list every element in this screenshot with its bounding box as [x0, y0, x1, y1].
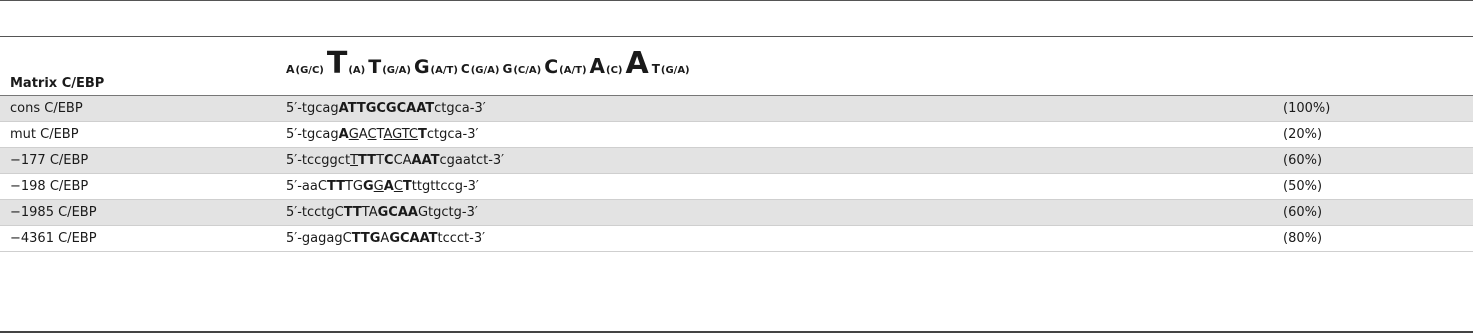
sequence-fragment: 5′-tgcag: [286, 101, 339, 116]
motif-position: [652, 63, 690, 76]
sequence-fragment: 5′-gagagC: [286, 231, 352, 246]
sequence-fragment: G: [373, 179, 384, 194]
sequence-fragment: T: [350, 153, 359, 168]
motif-position: [414, 58, 458, 77]
row-sequence: [286, 200, 478, 226]
row-sequence: [286, 122, 478, 148]
table-row: [0, 122, 1473, 148]
sequence-fragment: 5′-tgcag: [286, 127, 339, 142]
row-percent: (80%): [1283, 231, 1323, 246]
row-sequence: [286, 226, 485, 252]
sequence-fragment: A: [358, 127, 368, 142]
motif-subscript: (A): [348, 65, 366, 76]
sequence-fragment: GCAA: [377, 205, 418, 220]
sequence-fragment: GTC: [392, 127, 419, 142]
motif-base: A: [589, 54, 605, 78]
sequence-fragment: G: [363, 179, 374, 194]
sequence-fragment: C: [367, 127, 377, 142]
row-name: mut C/EBP: [10, 127, 79, 142]
row-percent: (60%): [1283, 205, 1323, 220]
sequence-fragment: TTG: [351, 231, 381, 246]
motif-base: G: [413, 56, 430, 78]
table-row: [0, 148, 1473, 174]
sequence-fragment: TA: [361, 205, 378, 220]
row-percent: (60%): [1283, 153, 1323, 168]
table-row: [0, 200, 1473, 226]
motif-base: A: [286, 63, 295, 76]
motif-subscript: (A/T): [430, 65, 458, 76]
row-percent: (20%): [1283, 127, 1323, 142]
row-percent: (100%): [1283, 101, 1331, 116]
table-row: [0, 96, 1473, 122]
sequence-fragment: A: [338, 127, 349, 142]
sequence-table: [0, 96, 1473, 252]
row-percent: (50%): [1283, 179, 1323, 194]
sequence-fragment: TT: [358, 153, 377, 168]
sequence-fragment: GCAAT: [389, 231, 438, 246]
consensus-motif: [286, 37, 693, 93]
motif-position: [502, 63, 541, 76]
matrix-label: Matrix C/EBP: [10, 76, 105, 91]
motif-base: C: [460, 62, 470, 76]
sequence-fragment: T: [418, 127, 427, 142]
sequence-fragment: ctgca-3′: [426, 127, 479, 142]
sequence-fragment: A: [383, 127, 393, 142]
motif-subscript: (G/A): [382, 65, 411, 76]
motif-position: [286, 64, 324, 76]
motif-subscript: (G/C): [295, 65, 324, 76]
table-row: [0, 226, 1473, 252]
sequence-fragment: CA: [393, 153, 412, 168]
sequence-fragment: T: [376, 153, 385, 168]
sequence-fragment: TG: [344, 179, 363, 194]
motif-position: [590, 56, 623, 76]
sequence-fragment: T: [402, 179, 412, 194]
table-row: [0, 174, 1473, 200]
table-header: [0, 37, 1473, 95]
sequence-fragment: TT: [326, 179, 345, 194]
row-sequence: [286, 148, 504, 174]
bottom-rule: [0, 331, 1473, 333]
motif-base: T: [651, 62, 660, 76]
sequence-fragment: cgaatct-3′: [439, 153, 505, 168]
sequence-fragment: TT: [343, 205, 362, 220]
sequence-fragment: A: [383, 179, 394, 194]
sequence-fragment: ctgca-3′: [434, 101, 486, 116]
motif-base: T: [326, 46, 348, 81]
row-sequence: [286, 174, 479, 200]
motif-base: G: [502, 62, 513, 76]
sequence-fragment: 5′-aaC: [286, 179, 327, 194]
sequence-fragment: ttgttccg-3′: [411, 179, 479, 194]
motif-subscript: (C/A): [513, 65, 542, 76]
motif-position: [461, 63, 500, 76]
motif-base: A: [625, 46, 649, 81]
row-name: −1985 C/EBP: [10, 205, 97, 220]
sequence-fragment: 5′-tccggct: [286, 153, 351, 168]
sequence-fragment: C: [393, 179, 403, 194]
sequence-fragment: AAT: [411, 153, 440, 168]
motif-subscript: (G/A): [470, 65, 500, 76]
motif-subscript: (A/T): [559, 65, 587, 76]
motif-subscript: (G/A): [660, 65, 690, 76]
motif-position: [368, 58, 411, 77]
sequence-fragment: C: [384, 153, 394, 168]
motif-position: [326, 46, 366, 81]
motif-base: T: [368, 56, 382, 78]
sequence-fragment: T: [376, 127, 384, 142]
sequence-fragment: A: [380, 231, 390, 246]
motif-subscript: (C): [606, 65, 623, 76]
row-sequence: [286, 96, 486, 122]
row-name: cons C/EBP: [10, 101, 83, 116]
row-name: −198 C/EBP: [10, 179, 89, 194]
motif-base: C: [544, 56, 559, 78]
top-rule: [0, 0, 1473, 1]
motif-position: [625, 46, 649, 81]
sequence-fragment: tccct-3′: [437, 231, 486, 246]
sequence-fragment: Gtgctg-3′: [417, 205, 478, 220]
sequence-fragment: 5′-tcctgC: [286, 205, 344, 220]
motif-position: [544, 58, 586, 77]
row-name: −4361 C/EBP: [10, 231, 97, 246]
row-name: −177 C/EBP: [10, 153, 89, 168]
sequence-fragment: ATTGCGCAAT: [338, 101, 435, 116]
sequence-fragment: G: [348, 127, 359, 142]
